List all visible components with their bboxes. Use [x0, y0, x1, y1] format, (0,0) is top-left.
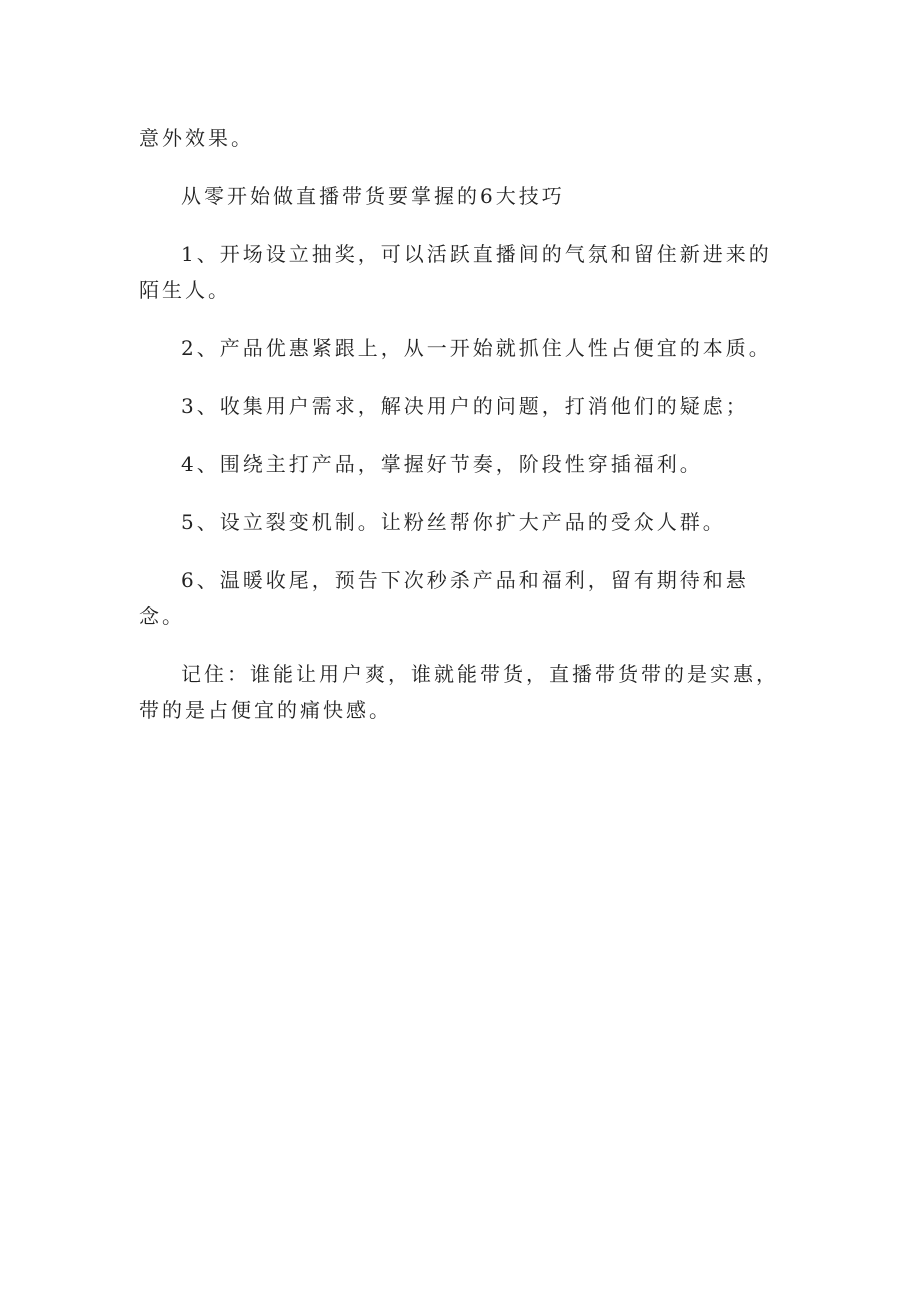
document-body [139, 120, 789, 750]
list-item-6: 6、温暖收尾，预告下次秒杀产品和福利，留有期待和悬念。 [139, 568, 749, 628]
conclusion-paragraph: 记住：谁能让用户爽，谁就能带货，直播带货带的是实惠，带的是占便宜的痛快感。 [139, 662, 779, 722]
list-item-4: 4、围绕主打产品，掌握好节奏，阶段性穿插福利。 [181, 452, 703, 476]
list-item-3: 3、收集用户需求，解决用户的问题，打消他们的疑虑； [181, 394, 749, 418]
list-item-2: 2、产品优惠紧跟上，从一开始就抓住人性占便宜的本质。 [181, 336, 772, 360]
paragraph-continuation: 意外效果。 [139, 126, 254, 150]
section-heading: 从零开始做直播带货要掌握的6大技巧 [181, 184, 565, 208]
list-item-5: 5、设立裂变机制。让粉丝帮你扩大产品的受众人群。 [181, 510, 726, 534]
list-item-1: 1、开场设立抽奖，可以活跃直播间的气氛和留住新进来的 陌生人。 [139, 242, 772, 302]
